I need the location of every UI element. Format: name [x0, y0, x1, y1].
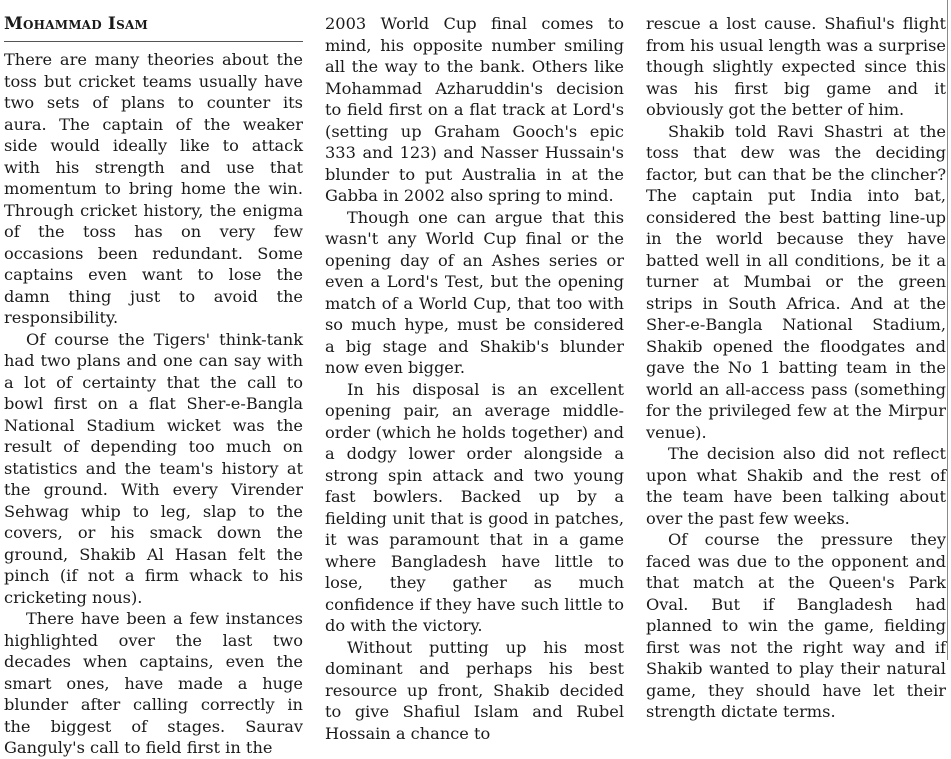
paragraph: There have been a few instances highlighted over the last two decades when captains, even the smart ones, have made a huge blunder after calling correctly in the biggest of stages. Saurav Ganguly's call to field first in the [4, 609, 303, 757]
paragraph: The decision also did not reflect upon what Shakib and the rest of the team have been talking about over the past few weeks. [646, 444, 946, 528]
paragraph: Shakib told Ravi Shastri at the toss that dew was the deciding factor, but can that be the clincher? The captain put India into bat, considered the best batting line-up in the world because they have batted well in all conditions, be it a turner at Mumbai or the green strips in South Africa. And at the Sher-e-Bangla National Stadium, Shakib opened the floodgates and gave the No 1 batting team in the world an all-access pass (something for the privileged few at the Mirpur venue). [646, 121, 946, 442]
paragraph: Of course the Tigers' think-tank had two plans and one can say with a lot of certainty that the call to bowl first on a flat Sher-e-Bangla National Stadium wicket was the result of depending too much on statistics and the team's history at the ground. With every Virender Sehwag whip to leg, slap to the covers, or his smack down the ground, Shakib Al Hasan felt the pinch (if not a firm whack to his cricketing nous). [4, 329, 303, 607]
paragraph: There are many theories about the toss but cricket teams usually have two sets of plans to counter its aura. The captain of the weaker side would ideally like to attack with his strength and use that momentum to bring home the win. Through cricket history, the enigma of the toss has on very few occasions been redundant. Some captains even want to lose the damn thing just to avoid the responsibility. [4, 50, 303, 327]
paragraph: In his disposal is an excellent opening pair, an average middle-order (which he holds together) and a dodgy lower order alongside a strong spin attack and two young fast bowlers. Backed up by a fielding unit that is good in patches, it was paramount that in a game where Bangladesh have little to lose, they gather as much confidence if they have such little to do with the victory. [325, 379, 624, 635]
byline: Mohammad Isam [4, 13, 303, 42]
column-1 [4, 0, 303, 757]
paragraph: Though one can argue that this wasn't any World Cup final or the opening day of an Ashes series or even a Lord's Test, but the opening match of a World Cup, that too with so much hype, must be considered a big stage and Shakib's blunder now even bigger. [325, 207, 624, 377]
paragraph: Without putting up his most dominant and perhaps his best resource up front, Shakib decided to give Shafiul Islam and Rubel Hossain a chance to [325, 637, 624, 743]
column-2 [325, 0, 624, 743]
column-divider [947, 0, 948, 660]
column-3 [646, 0, 946, 721]
paragraph: Of course the pressure they faced was due to the opponent and that match at the Queen's Park Oval. But if Bangladesh had planned to win the game, fielding first was not the right way and if Shakib wanted to play their natural game, they should have let their strength dictate terms. [646, 530, 946, 721]
paragraph: rescue a lost cause. Shafiul's flight from his usual length was a surprise though slightly expected since this was his first big game and it obviously got the better of him. [646, 14, 946, 119]
paragraph: 2003 World Cup final comes to mind, his opposite number smiling all the way to the bank. Others like Mohammad Azharuddin's decision to field first on a flat track at Lord's (setting up Graham Gooch's epic 333 and 123) and Nasser Hussain's blunder to put Australia in at the Gabba in 2002 also spring to mind. [325, 14, 624, 205]
